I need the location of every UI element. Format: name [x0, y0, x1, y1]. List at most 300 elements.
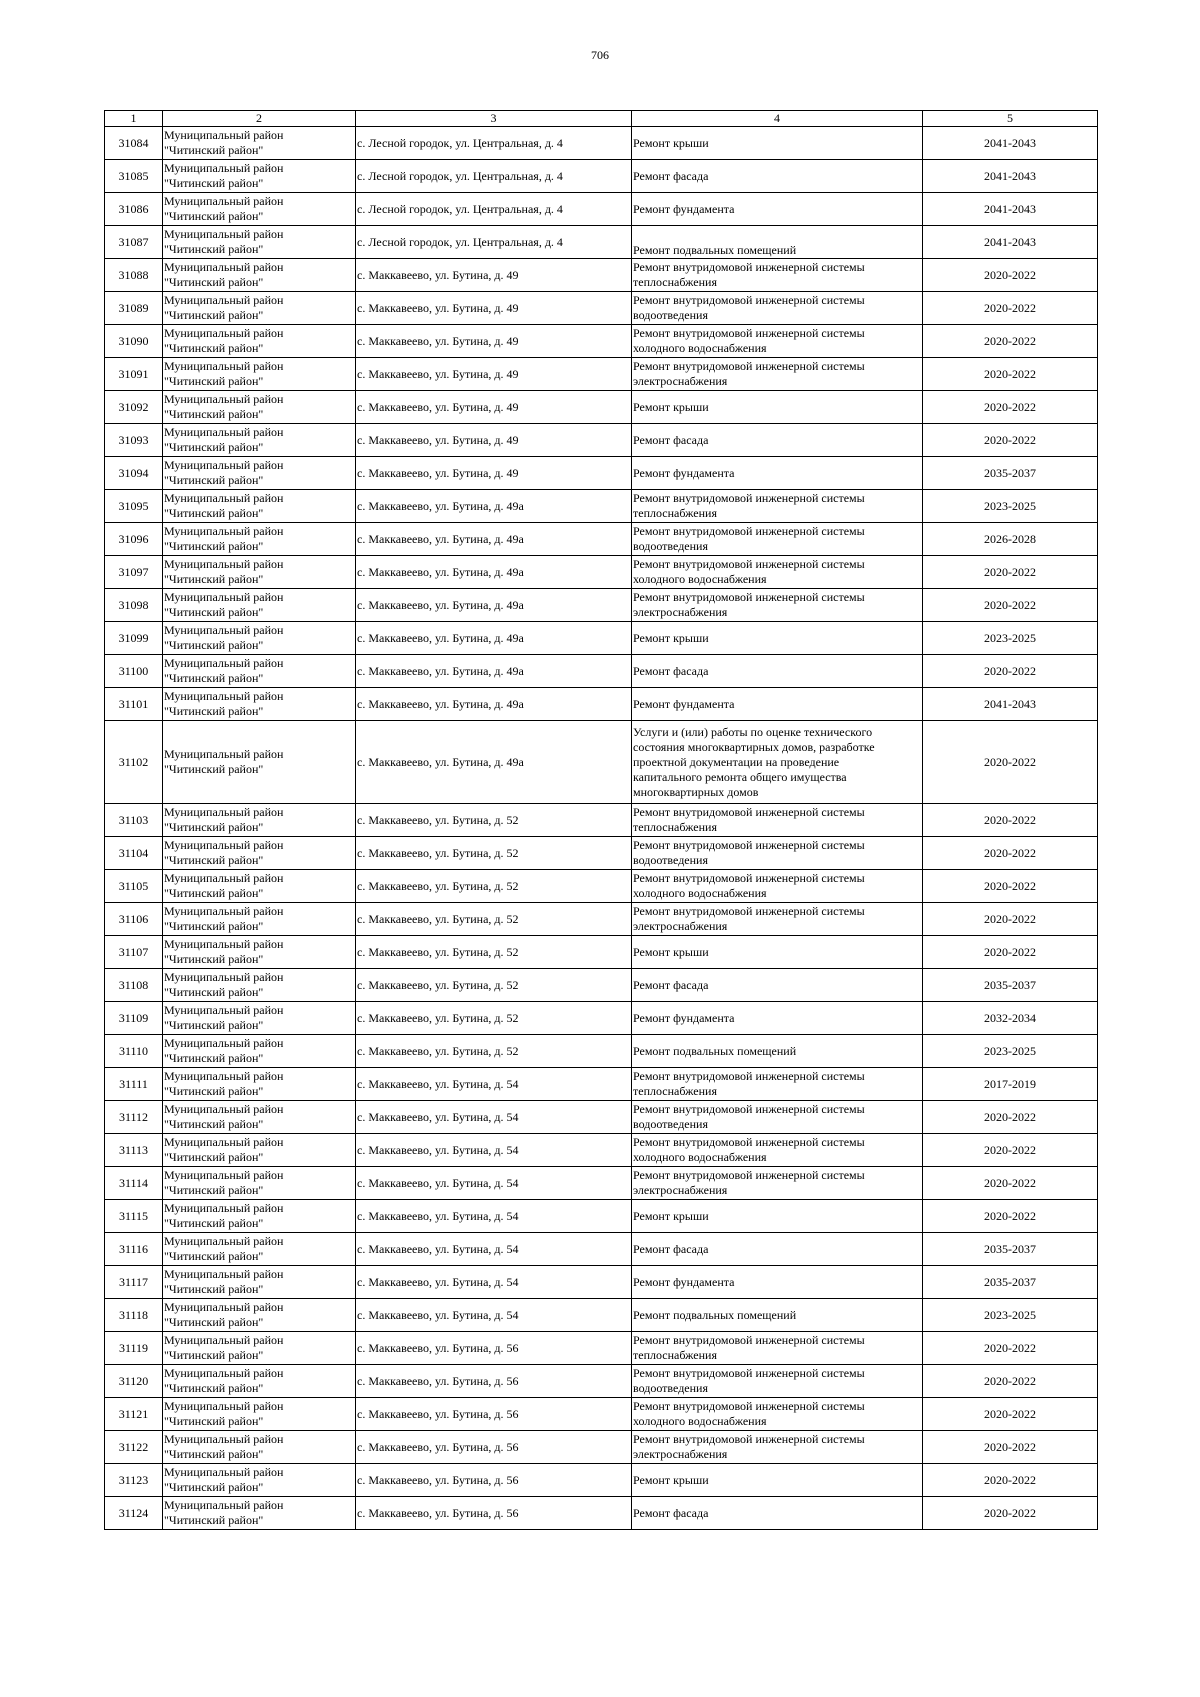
table-row: [105, 1035, 1098, 1068]
work-type-cell: [632, 936, 923, 969]
district-line: Муниципальный район: [164, 937, 284, 951]
district-line: Муниципальный район: [164, 871, 284, 885]
address-cell: с. Маккавеево, ул. Бутина, д. 49а: [356, 622, 632, 655]
period-cell: 2020-2022: [923, 424, 1098, 457]
district-cell: [163, 358, 356, 391]
district-cell: [163, 160, 356, 193]
row-number: 31105: [105, 870, 163, 903]
period-cell: 2020-2022: [923, 804, 1098, 837]
work-type-line: электроснабжения: [633, 374, 728, 388]
row-number: 31112: [105, 1101, 163, 1134]
work-type-cell: [632, 721, 923, 804]
work-type-line: Ремонт фасада: [633, 663, 709, 678]
district-line: "Читинский район": [164, 572, 264, 586]
district-line: Муниципальный район: [164, 293, 284, 307]
row-number: 31102: [105, 721, 163, 804]
work-type-line: Ремонт внутридомовой инженерной системы: [633, 871, 865, 885]
table-row: [105, 127, 1098, 160]
work-type-line: Ремонт подвальных помещений: [633, 1043, 797, 1058]
district-line: "Читинский район": [164, 1513, 264, 1527]
address-cell: с. Маккавеево, ул. Бутина, д. 56: [356, 1365, 632, 1398]
address-cell: с. Маккавеево, ул. Бутина, д. 52: [356, 1035, 632, 1068]
district-line: "Читинский район": [164, 671, 264, 685]
work-type-line: теплоснабжения: [633, 820, 717, 834]
table-row: [105, 160, 1098, 193]
work-type-line: холодного водоснабжения: [633, 1414, 767, 1428]
work-type-cell: [632, 870, 923, 903]
row-number: 31103: [105, 804, 163, 837]
district-cell: [163, 969, 356, 1002]
district-cell: [163, 127, 356, 160]
work-type-line: Ремонт подвальных помещений: [633, 243, 797, 257]
work-type-cell: [632, 1068, 923, 1101]
address-cell: с. Маккавеево, ул. Бутина, д. 49: [356, 259, 632, 292]
work-type-line: Ремонт внутридомовой инженерной системы: [633, 293, 865, 307]
row-number: 31114: [105, 1167, 163, 1200]
table-row: [105, 292, 1098, 325]
district-line: "Читинский район": [164, 308, 264, 322]
district-line: Муниципальный район: [164, 194, 284, 208]
work-type-line: Ремонт фасада: [633, 1505, 709, 1520]
district-line: "Читинский район": [164, 506, 264, 520]
work-type-cell: [632, 1167, 923, 1200]
district-line: "Читинский район": [164, 1018, 264, 1032]
work-type-line: состояния многоквартирных домов, разработке: [633, 739, 875, 754]
table-row: [105, 358, 1098, 391]
table-row: [105, 193, 1098, 226]
district-line: "Читинский район": [164, 1084, 264, 1098]
period-cell: 2035-2037: [923, 969, 1098, 1002]
table-row: [105, 424, 1098, 457]
address-cell: с. Маккавеево, ул. Бутина, д. 52: [356, 837, 632, 870]
work-type-line: Ремонт крыши: [633, 1472, 709, 1487]
district-line: Муниципальный район: [164, 1168, 284, 1182]
work-type-cell: [632, 490, 923, 523]
district-line: "Читинский район": [164, 704, 264, 718]
row-number: 31108: [105, 969, 163, 1002]
work-type-line: водоотведения: [633, 539, 708, 553]
work-type-line: Ремонт внутридомовой инженерной системы: [633, 1399, 865, 1413]
address-cell: с. Маккавеево, ул. Бутина, д. 54: [356, 1167, 632, 1200]
table-header: [105, 111, 1098, 127]
work-type-cell: [632, 804, 923, 837]
table-row: [105, 936, 1098, 969]
work-type-cell: [632, 1398, 923, 1431]
work-type-line: Ремонт внутридомовой инженерной системы: [633, 1135, 865, 1149]
district-cell: [163, 457, 356, 490]
row-number: 31086: [105, 193, 163, 226]
period-cell: 2035-2037: [923, 457, 1098, 490]
table-row: [105, 1266, 1098, 1299]
row-number: 31104: [105, 837, 163, 870]
work-type-cell: [632, 688, 923, 721]
district-line: Муниципальный район: [164, 359, 284, 373]
district-line: "Читинский район": [164, 374, 264, 388]
work-type-line: Ремонт внутридомовой инженерной системы: [633, 590, 865, 604]
work-type-line: электроснабжения: [633, 1447, 728, 1461]
period-cell: 2032-2034: [923, 1002, 1098, 1035]
district-line: Муниципальный район: [164, 590, 284, 604]
table-row: [105, 622, 1098, 655]
district-line: Муниципальный район: [164, 1201, 284, 1215]
table-row: [105, 556, 1098, 589]
district-line: Муниципальный район: [164, 970, 284, 984]
district-line: "Читинский район": [164, 762, 264, 776]
district-cell: [163, 1398, 356, 1431]
district-line: "Читинский район": [164, 209, 264, 223]
work-type-line: теплоснабжения: [633, 1084, 717, 1098]
row-number: 31099: [105, 622, 163, 655]
row-number: 31116: [105, 1233, 163, 1266]
address-cell: с. Маккавеево, ул. Бутина, д. 54: [356, 1233, 632, 1266]
table-row: [105, 259, 1098, 292]
table-row: [105, 1002, 1098, 1035]
address-cell: с. Маккавеево, ул. Бутина, д. 52: [356, 903, 632, 936]
table-row: [105, 804, 1098, 837]
work-type-line: Ремонт крыши: [633, 135, 709, 150]
district-line: "Читинский район": [164, 1315, 264, 1329]
row-number: 31118: [105, 1299, 163, 1332]
address-cell: с. Маккавеево, ул. Бутина, д. 49: [356, 424, 632, 457]
work-type-cell: [632, 1497, 923, 1530]
district-cell: [163, 391, 356, 424]
work-type-cell: [632, 1200, 923, 1233]
table-row: [105, 837, 1098, 870]
work-type-cell: [632, 226, 923, 259]
district-line: "Читинский район": [164, 407, 264, 421]
period-cell: 2020-2022: [923, 655, 1098, 688]
work-type-line: электроснабжения: [633, 605, 728, 619]
period-cell: 2020-2022: [923, 1200, 1098, 1233]
district-line: "Читинский район": [164, 275, 264, 289]
row-number: 31089: [105, 292, 163, 325]
district-cell: [163, 1332, 356, 1365]
period-cell: 2020-2022: [923, 903, 1098, 936]
work-type-line: Ремонт подвальных помещений: [633, 1307, 797, 1322]
work-type-line: Ремонт внутридомовой инженерной системы: [633, 557, 865, 571]
period-cell: 2020-2022: [923, 292, 1098, 325]
address-cell: с. Маккавеево, ул. Бутина, д. 52: [356, 804, 632, 837]
district-cell: [163, 193, 356, 226]
address-cell: с. Маккавеево, ул. Бутина, д. 56: [356, 1332, 632, 1365]
row-number: 31124: [105, 1497, 163, 1530]
work-type-line: Ремонт внутридомовой инженерной системы: [633, 904, 865, 918]
row-number: 31121: [105, 1398, 163, 1431]
work-type-line: Ремонт фундамента: [633, 465, 735, 480]
address-cell: с. Маккавеево, ул. Бутина, д. 54: [356, 1134, 632, 1167]
address-cell: с. Маккавеево, ул. Бутина, д. 49: [356, 292, 632, 325]
header-col-1: 1: [105, 111, 163, 127]
district-line: Муниципальный район: [164, 1399, 284, 1413]
district-line: "Читинский район": [164, 605, 264, 619]
work-type-cell: [632, 1332, 923, 1365]
period-cell: 2035-2037: [923, 1266, 1098, 1299]
district-line: "Читинский район": [164, 1216, 264, 1230]
table-row: [105, 226, 1098, 259]
district-line: Муниципальный район: [164, 1432, 284, 1446]
district-cell: [163, 1464, 356, 1497]
work-type-cell: [632, 1431, 923, 1464]
work-type-line: Ремонт фундамента: [633, 696, 735, 711]
work-type-cell: [632, 1365, 923, 1398]
work-type-line: Ремонт внутридомовой инженерной системы: [633, 491, 865, 505]
work-type-cell: [632, 193, 923, 226]
work-type-line: электроснабжения: [633, 919, 728, 933]
period-cell: 2020-2022: [923, 325, 1098, 358]
district-cell: [163, 325, 356, 358]
address-cell: с. Маккавеево, ул. Бутина, д. 54: [356, 1299, 632, 1332]
row-number: 31096: [105, 523, 163, 556]
table-row: [105, 1233, 1098, 1266]
district-line: "Читинский район": [164, 985, 264, 999]
district-line: "Читинский район": [164, 1414, 264, 1428]
table-row: [105, 688, 1098, 721]
district-cell: [163, 589, 356, 622]
work-type-line: Ремонт внутридомовой инженерной системы: [633, 1069, 865, 1083]
header-col-5: 5: [923, 111, 1098, 127]
district-line: Муниципальный район: [164, 1498, 284, 1512]
table-row: [105, 457, 1098, 490]
work-type-line: Ремонт внутридомовой инженерной системы: [633, 1102, 865, 1116]
address-cell: с. Маккавеево, ул. Бутина, д. 56: [356, 1497, 632, 1530]
work-type-cell: [632, 1002, 923, 1035]
address-cell: с. Маккавеево, ул. Бутина, д. 49а: [356, 589, 632, 622]
table-row: [105, 1497, 1098, 1530]
period-cell: 2020-2022: [923, 1134, 1098, 1167]
district-line: "Читинский район": [164, 242, 264, 256]
table-row: [105, 655, 1098, 688]
work-type-line: холодного водоснабжения: [633, 886, 767, 900]
work-type-cell: [632, 969, 923, 1002]
table-row: [105, 1101, 1098, 1134]
district-line: "Читинский район": [164, 1282, 264, 1296]
period-cell: 2020-2022: [923, 1167, 1098, 1200]
period-cell: 2017-2019: [923, 1068, 1098, 1101]
work-type-cell: [632, 424, 923, 457]
district-line: Муниципальный район: [164, 747, 284, 761]
header-col-4: 4: [632, 111, 923, 127]
district-cell: [163, 1200, 356, 1233]
row-number: 31085: [105, 160, 163, 193]
period-cell: 2020-2022: [923, 391, 1098, 424]
address-cell: с. Маккавеево, ул. Бутина, д. 54: [356, 1266, 632, 1299]
row-number: 31092: [105, 391, 163, 424]
district-cell: [163, 259, 356, 292]
district-line: Муниципальный район: [164, 1135, 284, 1149]
table-row: [105, 490, 1098, 523]
work-type-line: Ремонт внутридомовой инженерной системы: [633, 359, 865, 373]
work-type-line: холодного водоснабжения: [633, 572, 767, 586]
row-number: 31097: [105, 556, 163, 589]
work-type-line: Ремонт крыши: [633, 1208, 709, 1223]
period-cell: 2020-2022: [923, 1101, 1098, 1134]
work-type-cell: [632, 1266, 923, 1299]
district-cell: [163, 1431, 356, 1464]
work-type-line: проектной документации на проведение: [633, 754, 840, 769]
district-cell: [163, 490, 356, 523]
work-type-line: Ремонт внутридомовой инженерной системы: [633, 326, 865, 340]
work-type-cell: [632, 556, 923, 589]
period-cell: 2020-2022: [923, 1431, 1098, 1464]
district-cell: [163, 1497, 356, 1530]
district-cell: [163, 1035, 356, 1068]
work-type-line: Ремонт внутридомовой инженерной системы: [633, 1333, 865, 1347]
row-number: 31100: [105, 655, 163, 688]
work-type-line: Ремонт внутридомовой инженерной системы: [633, 838, 865, 852]
row-number: 31087: [105, 226, 163, 259]
work-type-cell: [632, 1035, 923, 1068]
work-type-line: Ремонт крыши: [633, 630, 709, 645]
row-number: 31084: [105, 127, 163, 160]
district-cell: [163, 226, 356, 259]
district-line: Муниципальный район: [164, 1036, 284, 1050]
table-row: [105, 325, 1098, 358]
period-cell: 2020-2022: [923, 1332, 1098, 1365]
row-number: 31095: [105, 490, 163, 523]
period-cell: 2020-2022: [923, 1365, 1098, 1398]
work-type-line: водоотведения: [633, 1381, 708, 1395]
address-cell: с. Маккавеево, ул. Бутина, д. 54: [356, 1200, 632, 1233]
district-line: Муниципальный район: [164, 805, 284, 819]
work-type-line: Ремонт фасада: [633, 168, 709, 183]
header-col-3: 3: [356, 111, 632, 127]
district-line: Муниципальный район: [164, 1102, 284, 1116]
district-cell: [163, 556, 356, 589]
period-cell: 2020-2022: [923, 1464, 1098, 1497]
work-type-cell: [632, 325, 923, 358]
district-line: "Читинский район": [164, 1183, 264, 1197]
work-type-line: водоотведения: [633, 308, 708, 322]
district-line: "Читинский район": [164, 341, 264, 355]
address-cell: с. Маккавеево, ул. Бутина, д. 56: [356, 1398, 632, 1431]
district-line: "Читинский район": [164, 952, 264, 966]
district-line: "Читинский район": [164, 886, 264, 900]
address-cell: с. Маккавеево, ул. Бутина, д. 49а: [356, 523, 632, 556]
district-line: Муниципальный район: [164, 1003, 284, 1017]
district-cell: [163, 1002, 356, 1035]
address-cell: с. Лесной городок, ул. Центральная, д. 4: [356, 193, 632, 226]
district-cell: [163, 688, 356, 721]
district-line: Муниципальный район: [164, 458, 284, 472]
district-line: Муниципальный район: [164, 128, 284, 142]
district-cell: [163, 1233, 356, 1266]
work-type-cell: [632, 127, 923, 160]
district-line: "Читинский район": [164, 853, 264, 867]
period-cell: 2041-2043: [923, 688, 1098, 721]
work-type-cell: [632, 160, 923, 193]
row-number: 31101: [105, 688, 163, 721]
row-number: 31122: [105, 1431, 163, 1464]
table-row: [105, 721, 1098, 804]
district-line: Муниципальный район: [164, 904, 284, 918]
district-line: "Читинский район": [164, 1480, 264, 1494]
table-row: [105, 1134, 1098, 1167]
table-row: [105, 1068, 1098, 1101]
period-cell: 2041-2043: [923, 193, 1098, 226]
work-type-line: водоотведения: [633, 853, 708, 867]
work-type-line: Ремонт внутридомовой инженерной системы: [633, 805, 865, 819]
address-cell: с. Маккавеево, ул. Бутина, д. 49: [356, 391, 632, 424]
district-line: Муниципальный район: [164, 1234, 284, 1248]
row-number: 31120: [105, 1365, 163, 1398]
district-line: Муниципальный район: [164, 838, 284, 852]
table-row: [105, 1299, 1098, 1332]
work-type-line: холодного водоснабжения: [633, 341, 767, 355]
work-type-line: Ремонт фундамента: [633, 1010, 735, 1025]
row-number: 31098: [105, 589, 163, 622]
row-number: 31106: [105, 903, 163, 936]
work-type-line: электроснабжения: [633, 1183, 728, 1197]
address-cell: с. Маккавеево, ул. Бутина, д. 49а: [356, 688, 632, 721]
row-number: 31088: [105, 259, 163, 292]
work-type-line: Услуги и (или) работы по оценке технического: [633, 724, 873, 739]
page-number: 706: [591, 48, 609, 62]
row-number: 31094: [105, 457, 163, 490]
row-number: 31123: [105, 1464, 163, 1497]
district-line: Муниципальный район: [164, 557, 284, 571]
work-type-cell: [632, 1134, 923, 1167]
table-row: [105, 1200, 1098, 1233]
header-col-2: 2: [163, 111, 356, 127]
work-type-cell: [632, 589, 923, 622]
address-cell: с. Маккавеево, ул. Бутина, д. 54: [356, 1101, 632, 1134]
district-line: Муниципальный район: [164, 260, 284, 274]
address-cell: с. Маккавеево, ул. Бутина, д. 49а: [356, 655, 632, 688]
district-line: Муниципальный район: [164, 1465, 284, 1479]
address-cell: с. Маккавеево, ул. Бутина, д. 54: [356, 1068, 632, 1101]
work-type-line: Ремонт фундамента: [633, 1274, 735, 1289]
header-row: [105, 111, 1098, 127]
period-cell: 2020-2022: [923, 1497, 1098, 1530]
district-line: "Читинский район": [164, 440, 264, 454]
work-type-cell: [632, 523, 923, 556]
district-cell: [163, 1266, 356, 1299]
district-line: "Читинский район": [164, 1051, 264, 1065]
work-type-line: Ремонт фасада: [633, 432, 709, 447]
district-cell: [163, 870, 356, 903]
district-cell: [163, 655, 356, 688]
work-type-line: теплоснабжения: [633, 275, 717, 289]
period-cell: 2035-2037: [923, 1233, 1098, 1266]
period-cell: 2041-2043: [923, 160, 1098, 193]
district-cell: [163, 721, 356, 804]
work-type-line: Ремонт внутридомовой инженерной системы: [633, 1366, 865, 1380]
district-cell: [163, 424, 356, 457]
period-cell: 2020-2022: [923, 556, 1098, 589]
district-line: Муниципальный район: [164, 227, 284, 241]
table-row: [105, 1398, 1098, 1431]
table-body: [105, 127, 1098, 1530]
period-cell: 2020-2022: [923, 1398, 1098, 1431]
row-number: 31091: [105, 358, 163, 391]
period-cell: 2023-2025: [923, 1299, 1098, 1332]
work-type-line: холодного водоснабжения: [633, 1150, 767, 1164]
district-line: Муниципальный район: [164, 1069, 284, 1083]
address-cell: с. Маккавеево, ул. Бутина, д. 49: [356, 325, 632, 358]
period-cell: 2020-2022: [923, 721, 1098, 804]
district-cell: [163, 622, 356, 655]
district-line: Муниципальный район: [164, 689, 284, 703]
work-type-line: теплоснабжения: [633, 506, 717, 520]
address-cell: с. Маккавеево, ул. Бутина, д. 49а: [356, 490, 632, 523]
work-type-cell: [632, 1299, 923, 1332]
period-cell: 2023-2025: [923, 1035, 1098, 1068]
table-row: [105, 523, 1098, 556]
row-number: 31119: [105, 1332, 163, 1365]
district-cell: [163, 292, 356, 325]
period-cell: 2020-2022: [923, 870, 1098, 903]
district-line: "Читинский район": [164, 1117, 264, 1131]
